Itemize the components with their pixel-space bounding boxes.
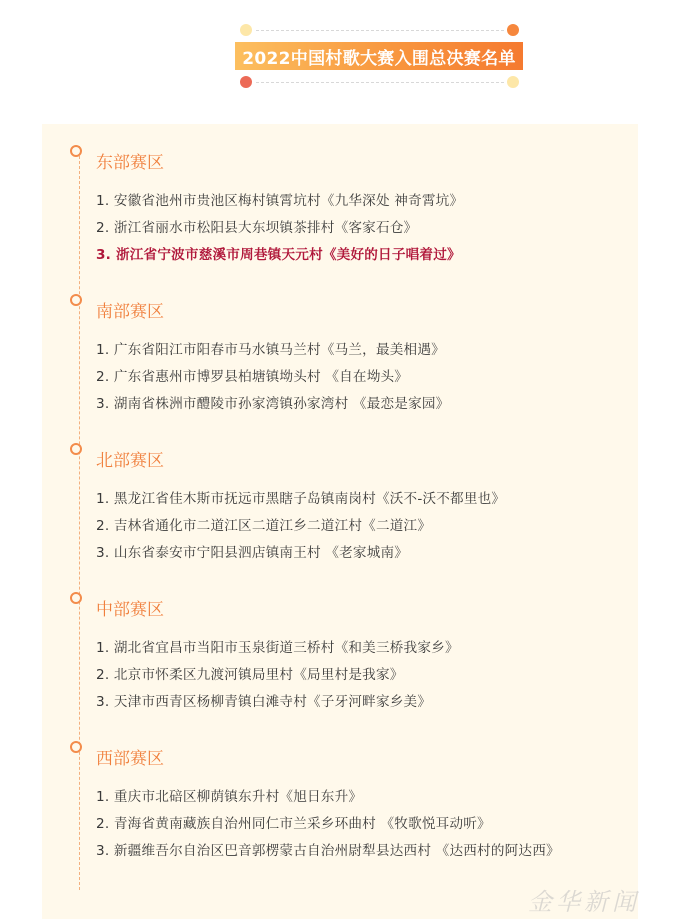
list-item: 3. 新疆维吾尔自治区巴音郭楞蒙古自治州尉犁县达西村 《达西村的阿达西》: [96, 843, 560, 859]
decor-dashed-line-bottom: [256, 82, 504, 83]
list-item: 2. 青海省黄南藏族自治州同仁市兰采乡环曲村 《牧歌悦耳动听》: [96, 816, 491, 832]
timeline-marker-icon: [70, 145, 82, 157]
decor-dashed-line-top: [256, 30, 504, 31]
watermark-logo: 金华新闻: [528, 888, 640, 916]
list-item: 1. 重庆市北碚区柳荫镇东升村《旭日东升》: [96, 789, 363, 805]
timeline-marker-icon: [70, 294, 82, 306]
header-banner: [0, 0, 678, 100]
section-title: 西部赛区: [96, 749, 164, 769]
list-item: 3. 山东省泰安市宁阳县泗店镇南王村 《老家城南》: [96, 545, 409, 561]
list-item: 2. 吉林省通化市二道江区二道江乡二道江村《二道江》: [96, 518, 432, 534]
section-title: 中部赛区: [96, 600, 164, 620]
section-title: 北部赛区: [96, 451, 164, 471]
list-item-highlighted: 3. 浙江省宁波市慈溪市周巷镇天元村《美好的日子唱着过》: [96, 247, 461, 263]
timeline-line: [79, 146, 80, 890]
section-title: 南部赛区: [96, 302, 164, 322]
timeline-marker-icon: [70, 443, 82, 455]
list-item: 2. 广东省惠州市博罗县柏塘镇坳头村 《自在坳头》: [96, 369, 409, 385]
section-title: 东部赛区: [96, 153, 164, 173]
title-banner: [235, 42, 523, 70]
list-item: 2. 北京市怀柔区九渡河镇局里村《局里村是我家》: [96, 667, 404, 683]
list-item: 3. 湖南省株洲市醴陵市孙家湾镇孙家湾村 《最恋是家园》: [96, 396, 450, 412]
page-title: 2022中国村歌大赛入围总决赛名单: [242, 48, 516, 69]
list-item: 1. 广东省阳江市阳春市马水镇马兰村《马兰，最美相遇》: [96, 342, 445, 358]
decor-dot-bottom-left: [240, 76, 252, 88]
list-item: 1. 安徽省池州市贵池区梅村镇霄坑村《九华深处 神奇霄坑》: [96, 193, 464, 209]
list-item: 1. 黑龙江省佳木斯市抚远市黑瞎子岛镇南岗村《沃不-沃不都里也》: [96, 491, 506, 507]
decor-dot-top-left: [240, 24, 252, 36]
list-item: 1. 湖北省宜昌市当阳市玉泉街道三桥村《和美三桥我家乡》: [96, 640, 459, 656]
decor-dot-bottom-right: [507, 76, 519, 88]
list-item: 3. 天津市西青区杨柳青镇白滩寺村《子牙河畔家乡美》: [96, 694, 432, 710]
decor-dot-top-right: [507, 24, 519, 36]
timeline-marker-icon: [70, 592, 82, 604]
timeline-marker-icon: [70, 741, 82, 753]
list-item: 2. 浙江省丽水市松阳县大东坝镇茶排村《客家石仓》: [96, 220, 418, 236]
